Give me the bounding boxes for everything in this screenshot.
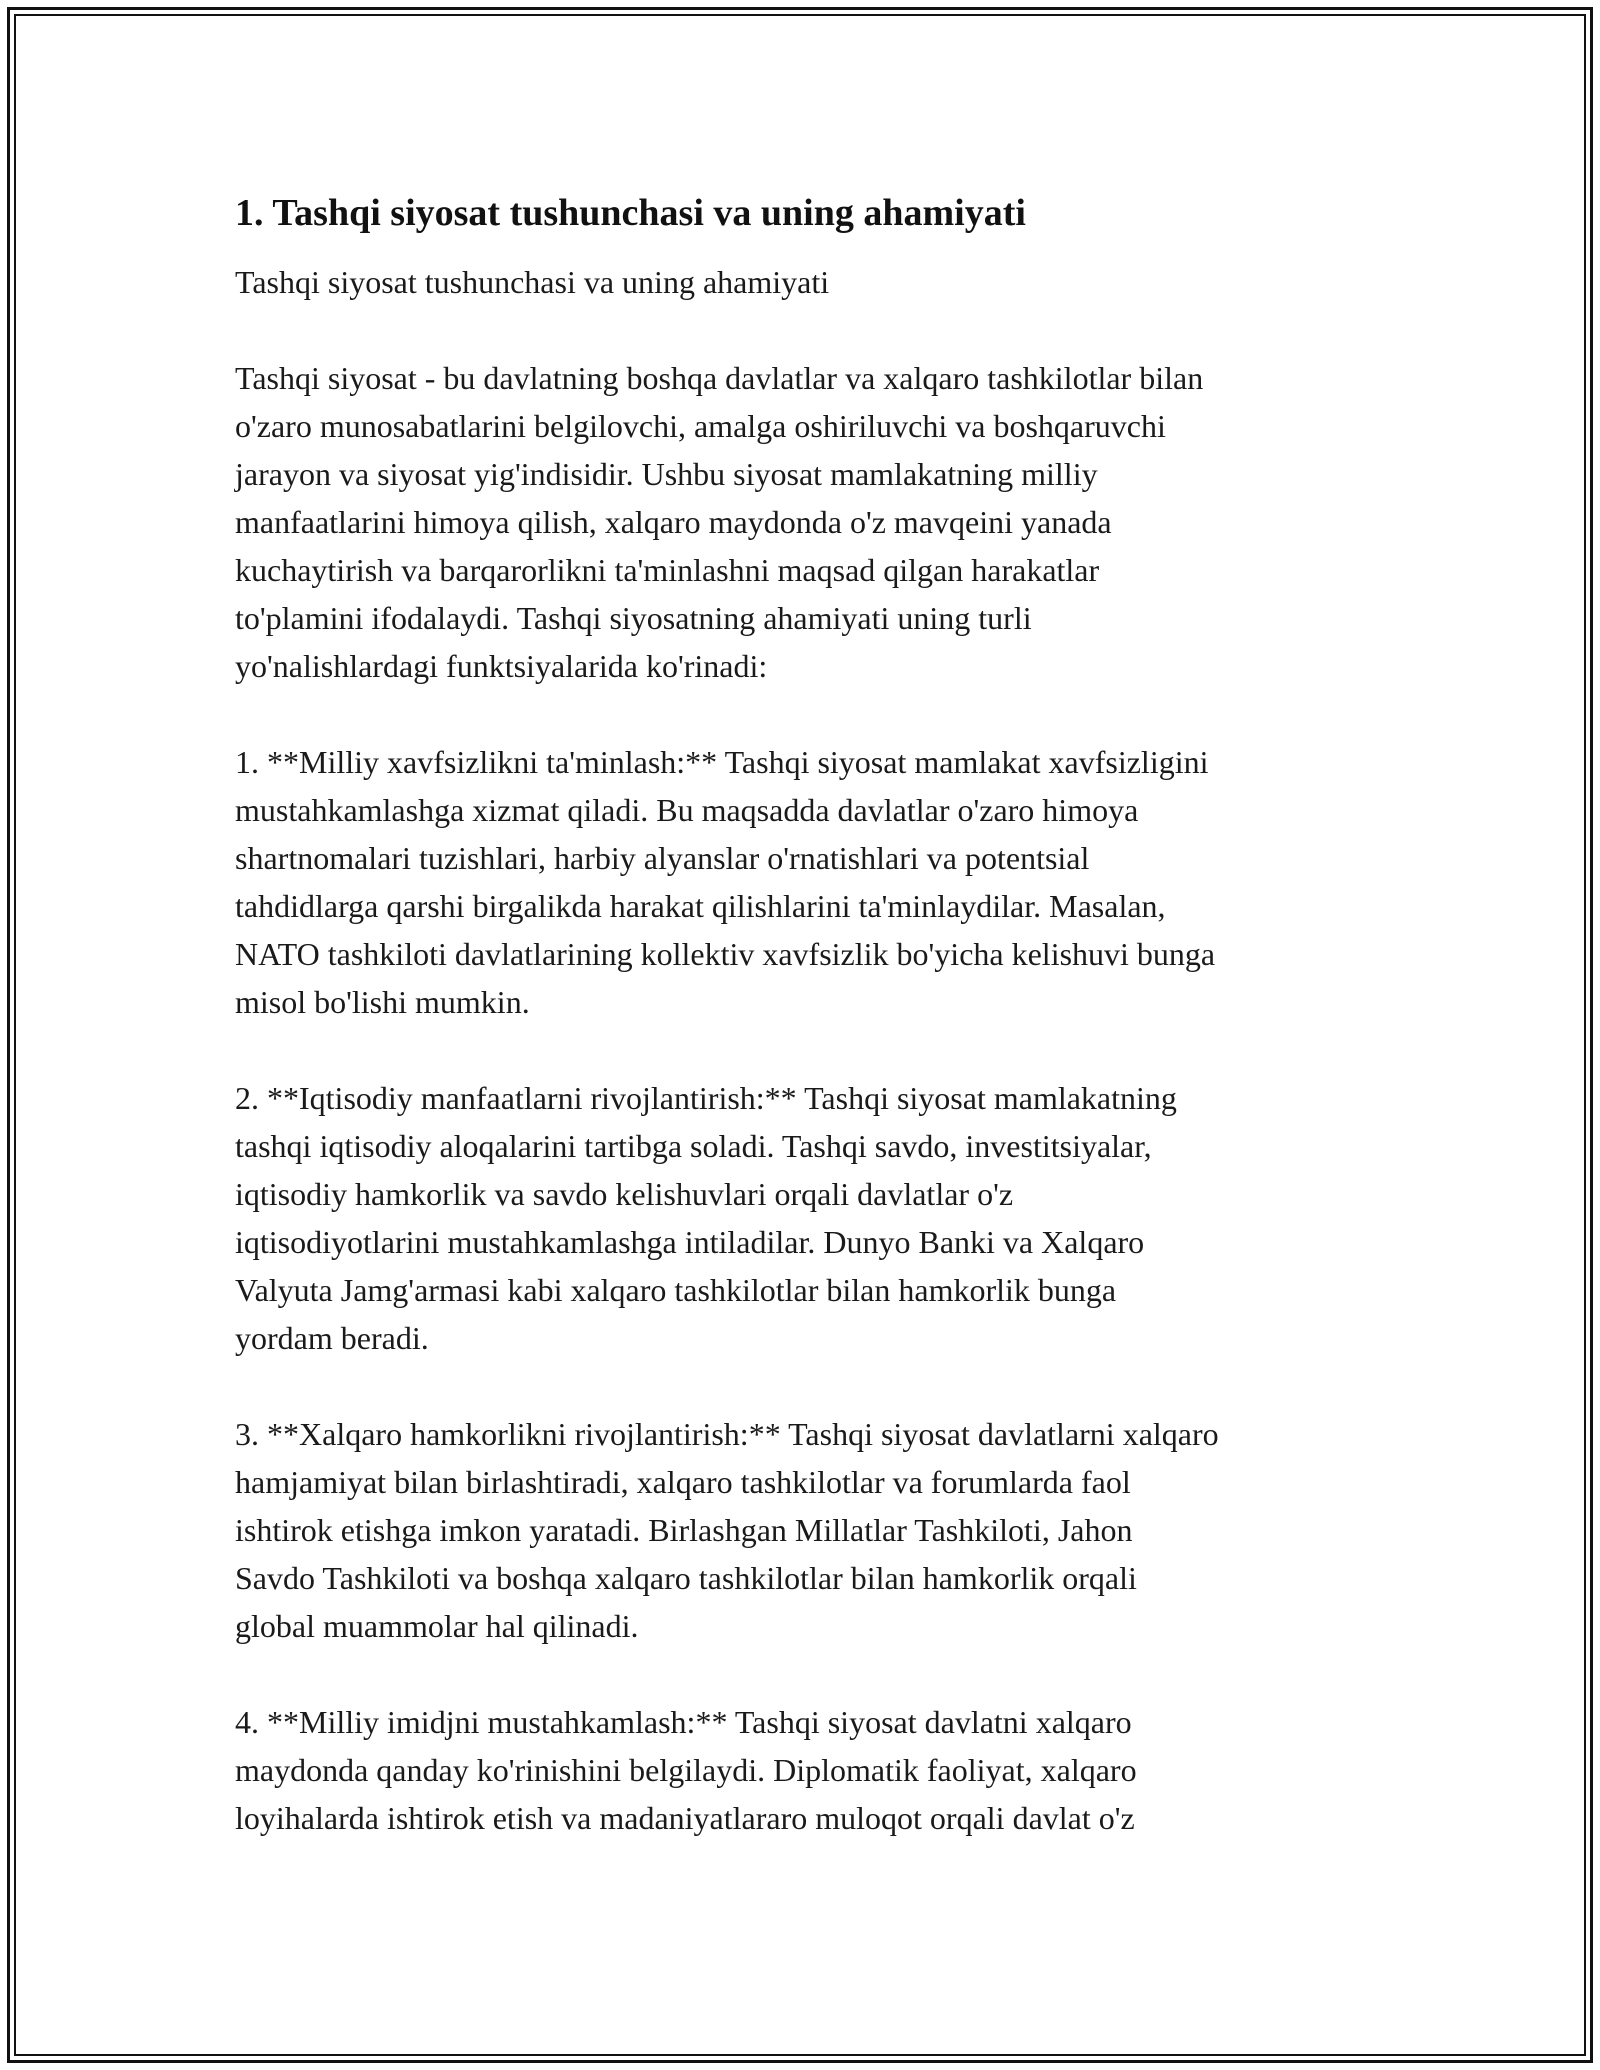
paragraph-item-2: 2. **Iqtisodiy manfaatlarni rivojlantirish:** Tashqi siyosat mamlakatning tashqi iqtisodiy aloqalarini tartibga soladi. Tashqi savdo, investitsiyalar, iqtisodiy hamkorlik va savdo kelishuvlari orqali davlatlar o'z iqtisodiyotlarini mustahkamlashga intiladilar. Dunyo Banki va Xalqaro Valyuta Jamg'armasi kabi xalqaro tashkilotlar bilan hamkorlik bunga yordam beradi. — [235, 1080, 1177, 1356]
document-body — [235, 186, 1375, 1842]
section-heading: 1. Tashqi siyosat tushunchasi va uning ahamiyati — [235, 192, 1026, 234]
paragraph-item-1: 1. **Milliy xavfsizlikni ta'minlash:** Tashqi siyosat mamlakat xavfsizligini mustahkamlashga xizmat qiladi. Bu maqsadda davlatlar o'zaro himoya shartnomalari tuzishlari, harbiy alyanslar o'rnatishlari va potentsial tahdidlarga qarshi birgalikda harakat qilishlarini ta'minlaydilar. Masalan, NATO tashkiloti davlatlarining kollektiv xavfsizlik bo'yicha kelishuvi bunga misol bo'lishi mumkin. — [235, 744, 1216, 1020]
paragraph-item-4: 4. **Milliy imidjni mustahkamlash:** Tashqi siyosat davlatni xalqaro maydonda qanday ko'rinishini belgilaydi. Diplomatik faoliyat, xalqaro loyihalarda ishtirok etish va madaniyatlararo muloqot orqali davlat o'z — [235, 1704, 1137, 1836]
paragraph-intro: Tashqi siyosat - bu davlatning boshqa davlatlar va xalqaro tashkilotlar bilan o'zaro munosabatlarini belgilovchi, amalga oshiriluvchi va boshqaruvchi jarayon va siyosat yig'indisidir. Ushbu siyosat mamlakatning milliy manfaatlarini himoya qilish, xalqaro maydonda o'z mavqeini yanada kuchaytirish va barqarorlikni ta'minlashni maqsad qilgan harakatlar to'plamini ifodalaydi. Tashqi siyosatning ahamiyati uning turli yo'nalishlardagi funktsiyalarida ko'rinadi: — [235, 360, 1204, 684]
section-subtitle: Tashqi siyosat tushunchasi va uning ahamiyati — [235, 264, 830, 300]
paragraph-item-3: 3. **Xalqaro hamkorlikni rivojlantirish:** Tashqi siyosat davlatlarni xalqaro hamjamiyat bilan birlashtiradi, xalqaro tashkilotlar va forumlarda faol ishtirok etishga imkon yaratadi. Birlashgan Millatlar Tashkiloti, Jahon Savdo Tashkiloti va boshqa xalqaro tashkilotlar bilan hamkorlik orqali global muammolar hal qilinadi. — [235, 1416, 1219, 1644]
